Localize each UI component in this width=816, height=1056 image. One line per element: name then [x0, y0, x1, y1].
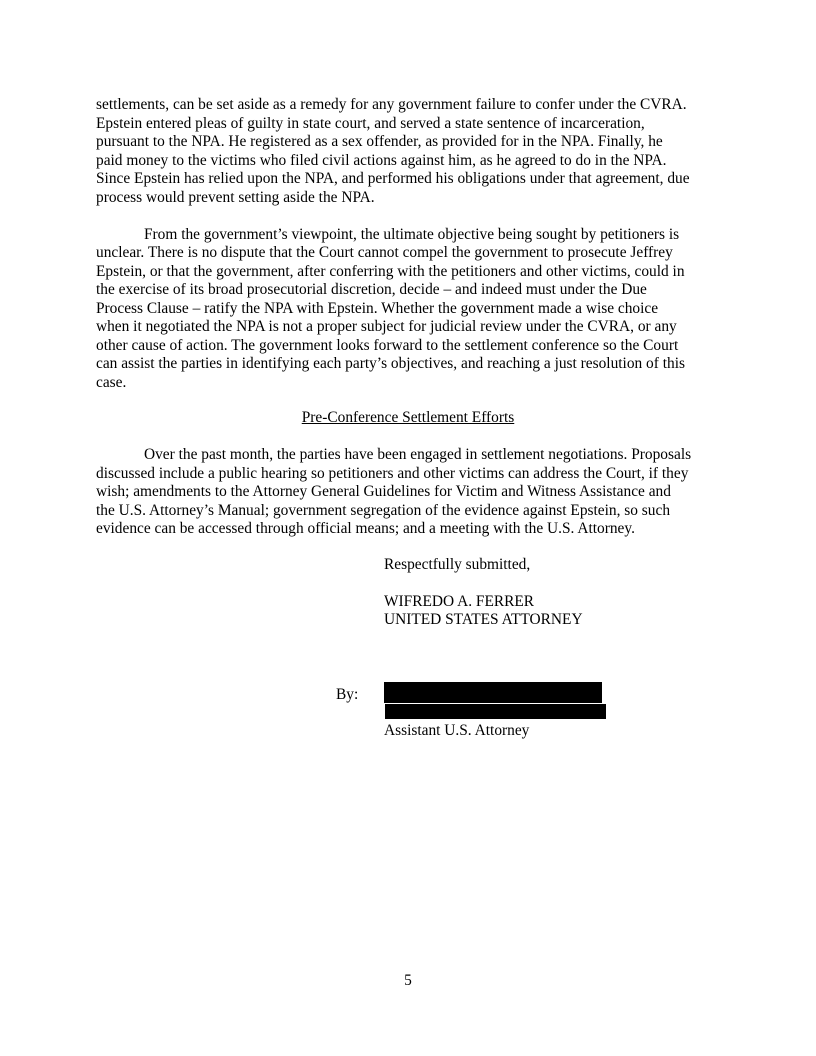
body-text: [96, 96, 720, 392]
by-label: By:: [336, 686, 359, 703]
body-text-section-2: [96, 446, 720, 539]
paragraph-2-line: Epstein, or that the government, after conferring with the petitioners and other victims, could in: [96, 262, 685, 280]
paragraph-1-line: pursuant to the NPA. He registered as a sex offender, as provided for in the NPA. Finally, he: [96, 133, 663, 150]
paragraph-2-line: Process Clause – ratify the NPA with Epstein. Whether the government made a wise choice: [96, 299, 659, 317]
paragraph-3-line: wish; amendments to the Attorney General Guidelines for Victim and Witness Assistance and: [96, 483, 671, 500]
paragraph-1-line: process would prevent setting aside the NPA.: [96, 188, 375, 206]
paragraph-2-line: can assist the parties in identifying each party’s objectives, and reaching a just resolution of this: [96, 355, 685, 372]
paragraph-3-line: Over the past month, the parties have been engaged in settlement negotiations. Proposals: [144, 446, 692, 463]
paragraph-2-line: the exercise of its broad prosecutorial discretion, decide – and indeed must under the Due: [96, 281, 647, 298]
paragraph-3-line: discussed include a public hearing so petitioners and other victims can address the Court, if they: [96, 464, 689, 482]
redaction-bar: [385, 704, 606, 719]
paragraph-1-line: paid money to the victims who filed civil actions against him, as he agreed to do in the NPA.: [96, 151, 667, 169]
page-number: 5: [404, 972, 412, 989]
paragraph-2-line: unclear. There is no dispute that the Court cannot compel the government to prosecute Jeffrey: [96, 244, 673, 261]
paragraph-3-line: the U.S. Attorney’s Manual; government segregation of the evidence against Epstein, so such: [96, 501, 671, 519]
attorney-office: UNITED STATES ATTORNEY: [384, 611, 583, 628]
paragraph-3-line: evidence can be accessed through official means; and a meeting with the U.S. Attorney.: [96, 520, 635, 537]
section-heading: Pre-Conference Settlement Efforts: [301, 409, 515, 426]
paragraph-2-line: case.: [96, 373, 127, 391]
attorney-title: Assistant U.S. Attorney: [384, 722, 530, 739]
closing-text: Respectfully submitted,: [384, 556, 531, 573]
paragraph-2-line: when it negotiated the NPA is not a proper subject for judicial review under the CVRA, or any: [96, 318, 677, 335]
paragraph-1-line: Epstein entered pleas of guilty in state court, and served a state sentence of incarceration,: [96, 114, 645, 132]
paragraph-2-line: other cause of action. The government looks forward to the settlement conference so the Court: [96, 336, 679, 354]
paragraph-2-line: From the government’s viewpoint, the ultimate objective being sought by petitioners is: [144, 225, 680, 243]
redaction-bar: [384, 682, 602, 703]
attorney-name: WIFREDO A. FERRER: [384, 593, 535, 610]
paragraph-1-line: settlements, can be set aside as a remedy for any government failure to confer under the CVRA.: [96, 96, 687, 113]
paragraph-1-line: Since Epstein has relied upon the NPA, and performed his obligations under that agreement, due: [96, 170, 690, 187]
